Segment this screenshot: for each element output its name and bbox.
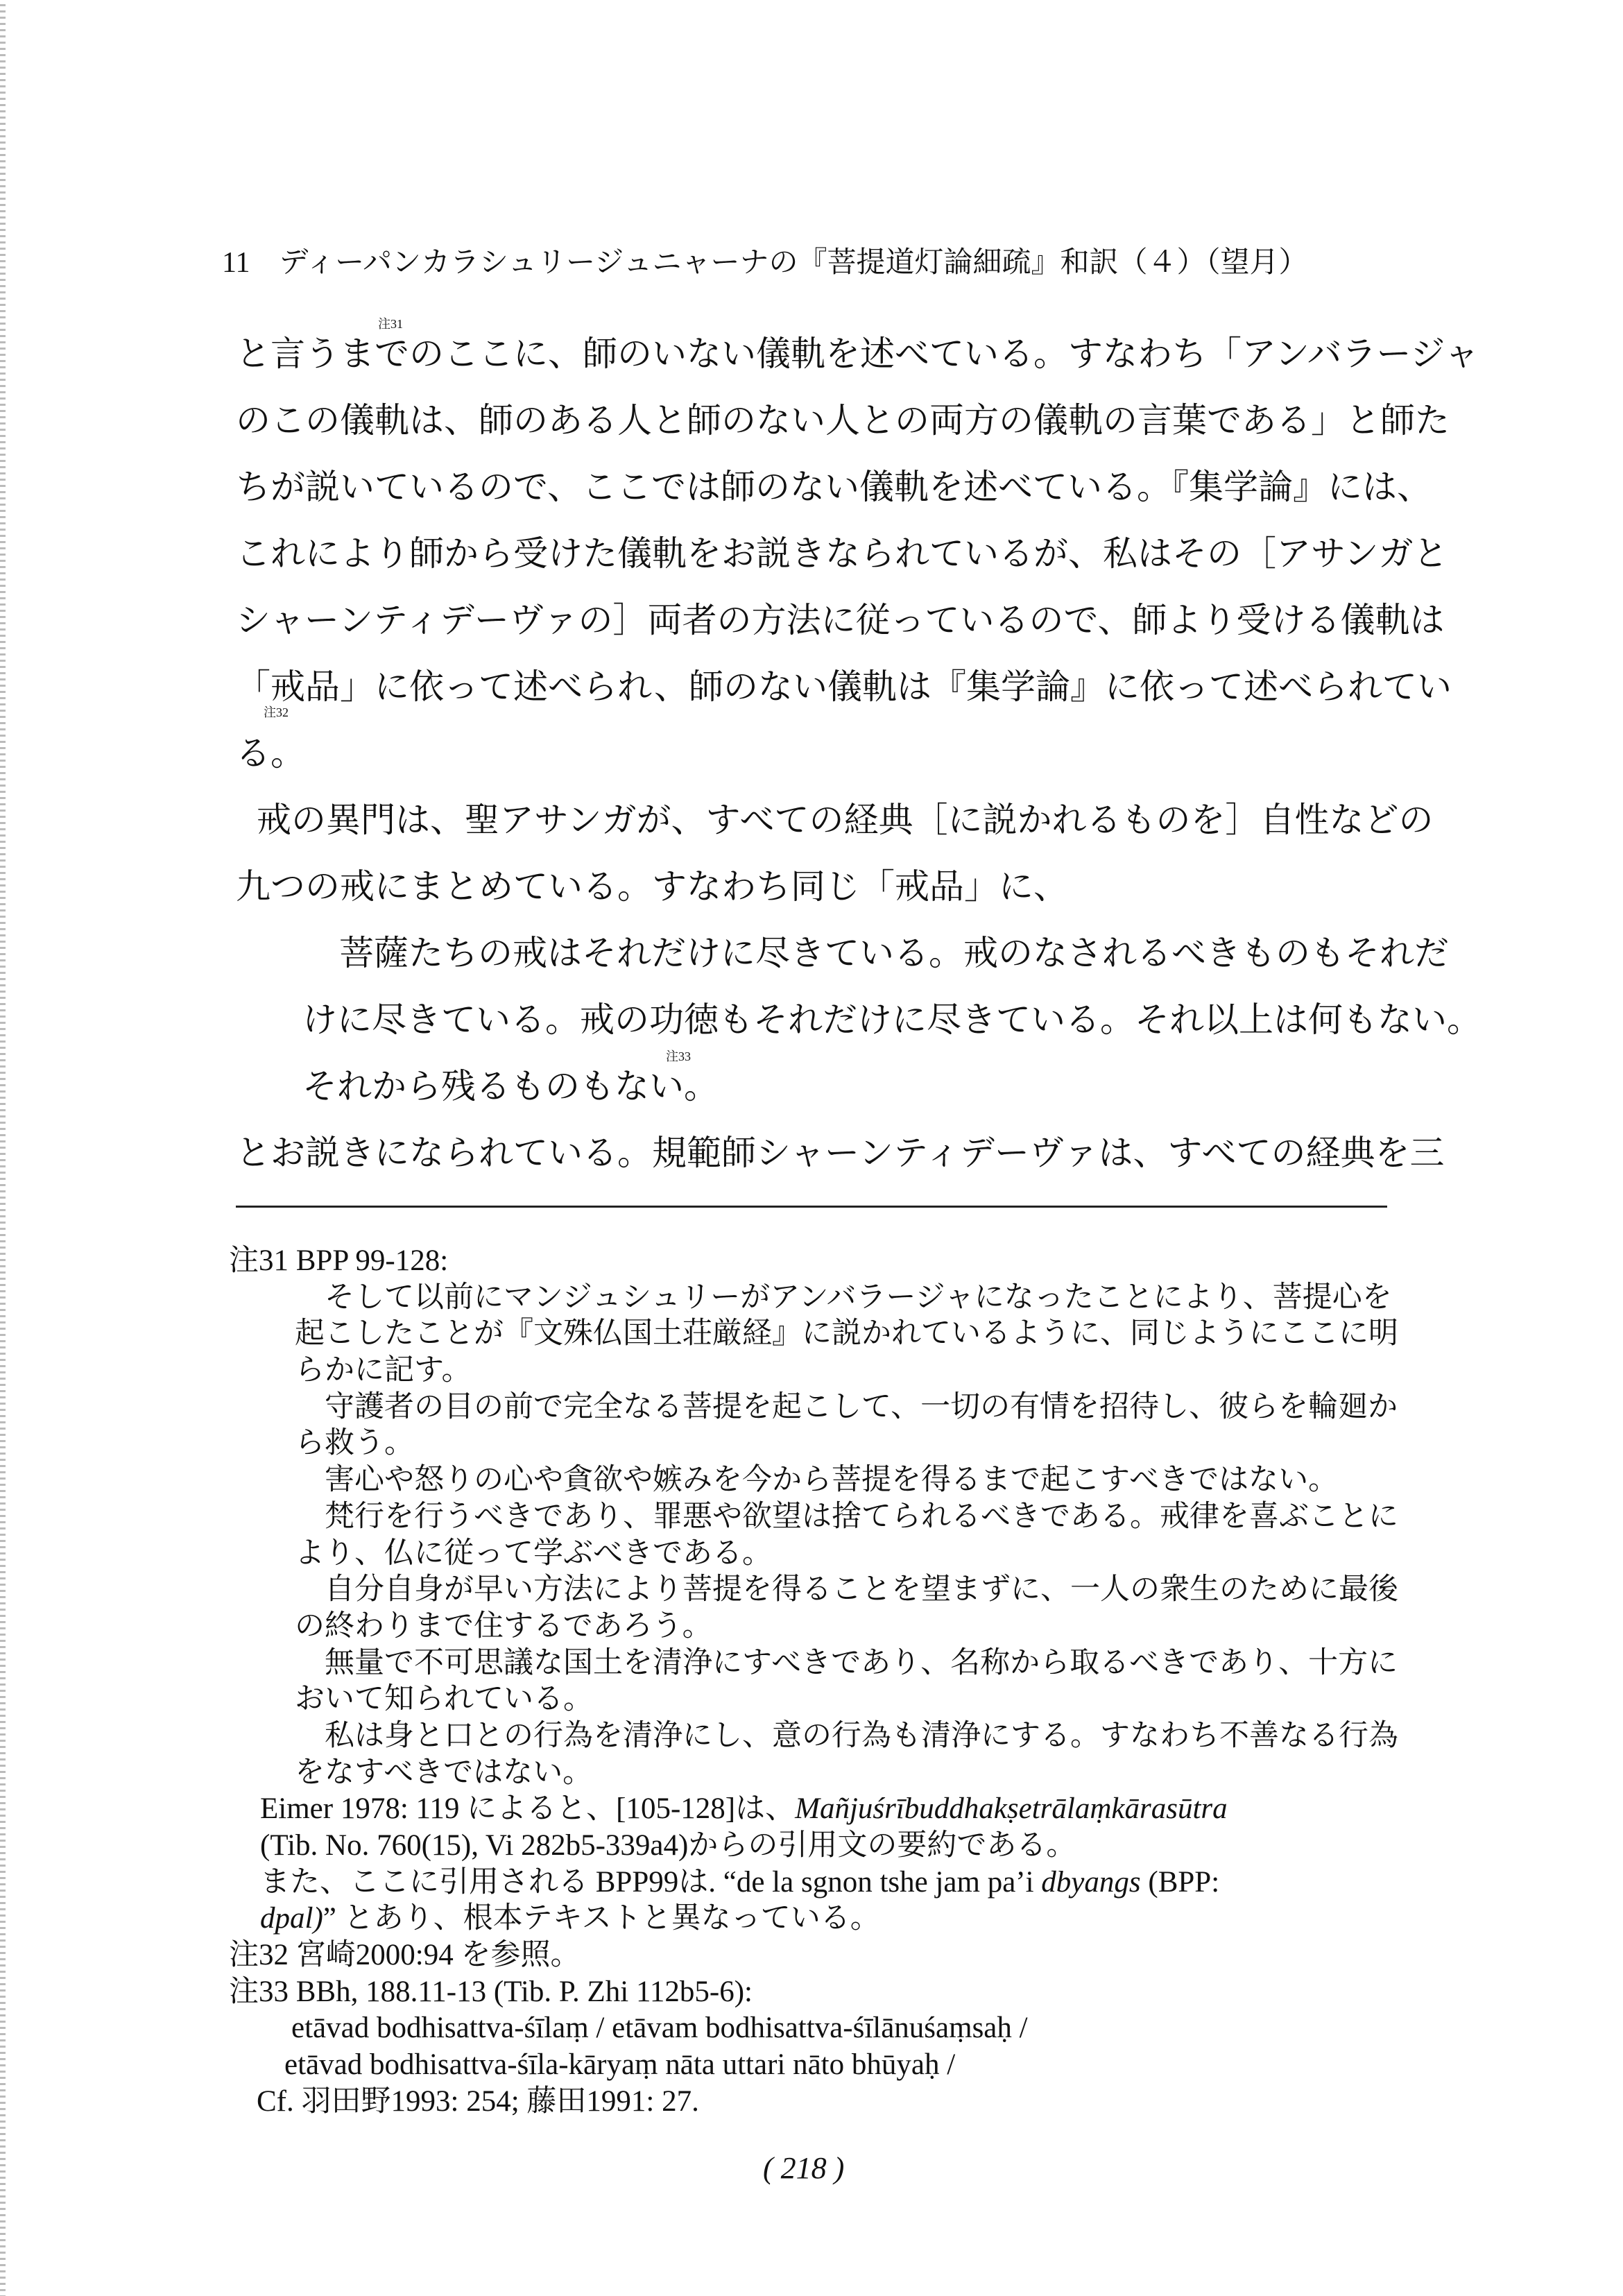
footnote-line: をなすべきではない。 <box>295 1756 593 1789</box>
sanskrit-verse-line: etāvad bodhisattva-śīlaṃ / etāvam bodhisattva-śīlānuśaṃsaḥ / <box>291 2012 1028 2045</box>
footnote-line: 自分自身が早い方法により菩提を得ることを望まずに、一人の衆生のために最後 <box>325 1573 1398 1607</box>
italic-term: dbyangs <box>1041 1865 1141 1899</box>
text-line: のこの儀軌は、師のある人と師のない人との両方の儀軌の言葉である」と師た <box>236 401 1450 440</box>
footnote-line: 無量で不可思議な国土を清浄にすべきであり、名称から取るべきであり、十方に <box>325 1646 1398 1679</box>
text-line: ちが説いているので、ここでは師のない儀軌を述べている。『集学論』には、 <box>236 468 1432 506</box>
footnote-line <box>229 1791 1398 1828</box>
footnote-line: おいて知られている。 <box>295 1683 593 1716</box>
footnote-line: 起こしたことが『文殊仏国土荘厳経』に説かれているように、同じようにここに明 <box>295 1317 1398 1351</box>
footnote-33-heading: 注33 BBh, 188.11-13 (Tib. P. Zhi 112b5-6): <box>229 1975 753 2008</box>
sutra-title: Mañjuśrībuddhakṣetrālaṃkārasūtra <box>795 1792 1228 1826</box>
footnote-line: らかに記す。 <box>295 1354 472 1387</box>
text-line: 戒の異門は、聖アサンガが、すべての経典［に説かれるものを］自性などの <box>257 800 1434 839</box>
footnote-line: Cf. 羽田野1993: 254; 藤田1991: 27. <box>257 2084 699 2118</box>
text-segment: (BPP: <box>1140 1865 1220 1899</box>
quote-line: けに尽きている。戒の功徳もそれだけに尽きている。それ以上は何もない。 <box>302 1000 1482 1039</box>
footnote-line: 私は身と口との行為を清浄にし、意の行為も清浄にする。すなわち不善なる行為 <box>325 1719 1398 1752</box>
page-number: ( 218 ) <box>763 2151 845 2185</box>
sanskrit-verse-line: etāvad bodhisattva-śīla-kāryaṃ nāta uttari nāto bhūyaḥ / <box>284 2048 956 2082</box>
text-line: 「戒品」に依って述べられ、師のない儀軌は『集学論』に依って述べられてい <box>236 667 1452 706</box>
footnote-line: の終わりまで住するであろう。 <box>295 1609 712 1643</box>
footnote-line: より、仏に従って学ぶべきである。 <box>295 1536 772 1570</box>
italic-term: dpal) <box>260 1902 323 1935</box>
text-segment: それから残るものもない。 <box>302 1067 719 1106</box>
text-line <box>236 705 1482 787</box>
quote-line <box>236 1050 1482 1120</box>
footnote-line: ら救う。 <box>295 1427 414 1460</box>
footnote-divider <box>236 1206 1387 1208</box>
text-line: 九つの戒にまとめている。すなわち同じ「戒品」に、 <box>236 867 1068 906</box>
text-line: シャーンティデーヴァの］両者の方法に従っているので、師より受ける儀軌は <box>236 601 1445 640</box>
text-segment: ” とあり、根本テキストと異なっている。 <box>323 1902 880 1935</box>
footnote-ref-31[interactable]: 注31 <box>378 317 403 331</box>
text-segment: Eimer 1978: 119 によると、[105-128]は、 <box>260 1792 796 1826</box>
footnote-31-heading: 注31 BPP 99-128: <box>229 1244 449 1277</box>
footnote-line: 害心や怒りの心や貪欲や嫉みを今から菩提を得るまで起こすべきではない。 <box>325 1464 1339 1497</box>
footnote-line <box>229 1865 1398 1901</box>
text-segment: る。 <box>236 734 305 773</box>
running-header: 11 ディーパンカラシュリージュニャーナの『菩提道灯論細疏』和訳（４）（望月） <box>222 247 1308 279</box>
text-line: とお説きになられている。規範師シャーンティデーヴァは、すべての経典を三 <box>236 1133 1445 1172</box>
footnote-line <box>229 1901 1398 1937</box>
text-line: これにより師から受けた儀軌をお説きなられているが、私はその［アサンガと <box>236 534 1448 573</box>
text-line <box>236 317 1482 387</box>
footnote-line: 守護者の目の前で完全なる菩提を起こして、一切の有情を招待し、彼らを輪廻か <box>325 1390 1398 1423</box>
main-text <box>236 317 1482 1186</box>
footnote-ref-32[interactable]: 注32 <box>264 705 289 719</box>
footnote-line: (Tib. No. 760(15), Vi 282b5-339a4)からの引用文の要約である。 <box>260 1829 1076 1862</box>
scan-binding-edge <box>0 0 6 2296</box>
footnote-32: 注32 宮崎2000:94 を参照。 <box>229 1939 581 1972</box>
footnotes <box>229 1243 1398 2121</box>
text-segment: のここに、師のいない儀軌を述べている。すなわち「アンバラージャ <box>409 334 1479 373</box>
quote-line: 菩薩たちの戒はそれだけに尽きている。戒のなされるべきものもそれだ <box>339 934 1449 973</box>
text-segment: また、ここに引用される BPP99は. “de la sgnon tshe jam pa’i <box>260 1865 1042 1899</box>
footnote-line: そして以前にマンジュシュリーがアンバラージャになったことにより、菩提心を <box>325 1280 1392 1314</box>
footnote-ref-33[interactable]: 注33 <box>666 1050 691 1063</box>
footnote-line: 梵行を行うべきであり、罪悪や欲望は捨てられるべきである。戒律を喜ぶことに <box>325 1500 1398 1533</box>
text-segment: と言うまで <box>236 334 409 373</box>
